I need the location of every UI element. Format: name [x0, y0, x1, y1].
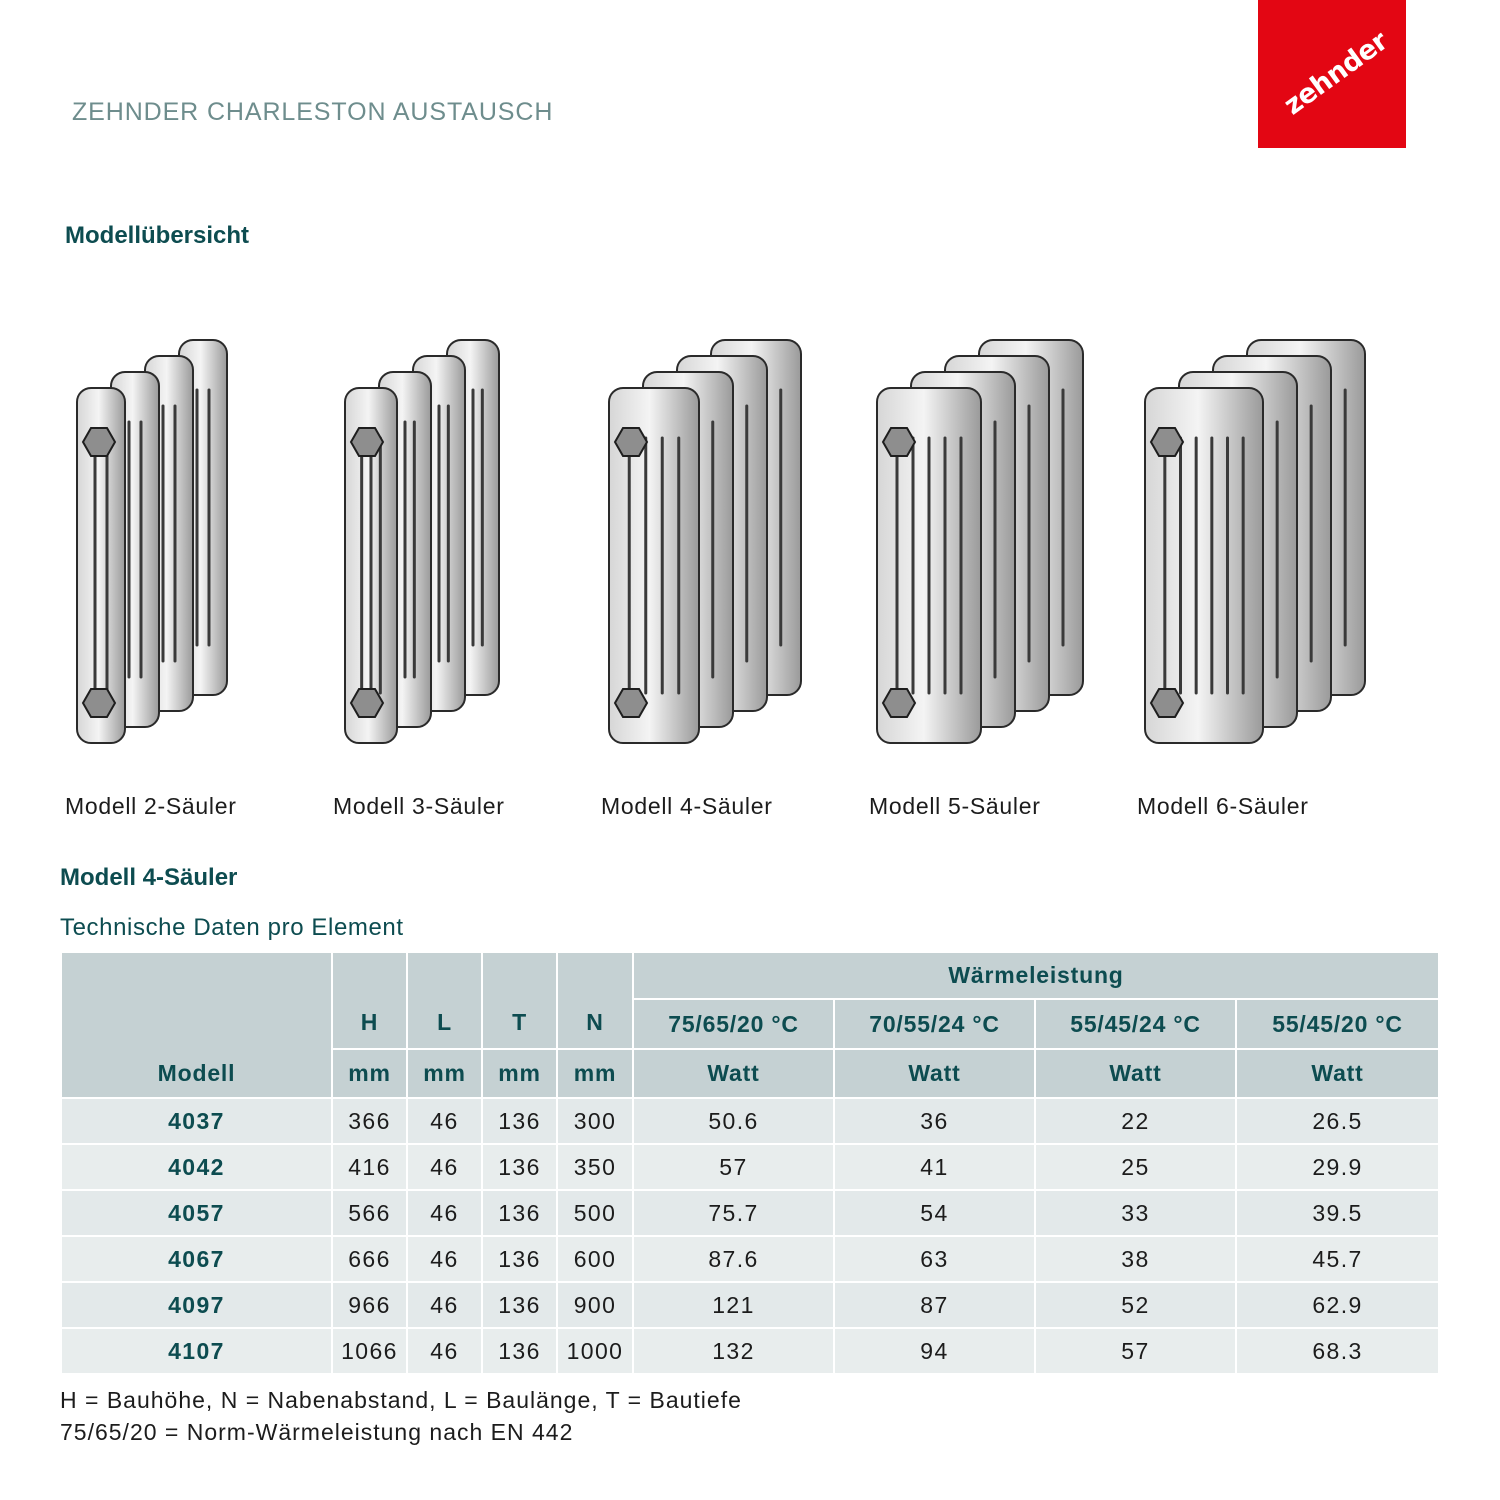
cell-watt-1: 87.6	[633, 1236, 834, 1282]
table-row	[61, 1328, 1439, 1374]
cell-h: 366	[332, 1098, 407, 1144]
cell-n: 350	[557, 1144, 633, 1190]
cell-watt-1: 132	[633, 1328, 834, 1374]
nut-icon	[83, 428, 115, 456]
model-6-column	[1137, 300, 1405, 840]
header-temp-55-45-20: 55/45/20 °C	[1236, 999, 1439, 1049]
header-temp-55-45-24: 55/45/24 °C	[1035, 999, 1236, 1049]
cell-watt-2: 54	[834, 1190, 1035, 1236]
model-label: Modell 3-Säuler	[333, 793, 505, 819]
cell-t: 136	[482, 1328, 557, 1374]
cell-watt-4: 29.9	[1236, 1144, 1439, 1190]
nut-icon	[1151, 689, 1183, 717]
cell-l: 46	[407, 1282, 482, 1328]
header-t: T	[482, 952, 557, 1049]
header-temp-75-65-20: 75/65/20 °C	[633, 999, 834, 1049]
cell-l: 46	[407, 1190, 482, 1236]
cell-n: 600	[557, 1236, 633, 1282]
header-modell: Modell	[61, 952, 332, 1098]
cell-n: 300	[557, 1098, 633, 1144]
radiator-4-column-image	[601, 300, 869, 780]
radiator-5-column-image	[869, 300, 1137, 780]
cell-watt-3: 25	[1035, 1144, 1236, 1190]
nut-icon	[351, 428, 383, 456]
header-unit-mm: mm	[482, 1049, 557, 1098]
spec-table	[60, 951, 1440, 1375]
cell-modell: 4107	[61, 1328, 332, 1374]
table-row	[61, 1236, 1439, 1282]
radiator-2-column-image	[65, 300, 333, 780]
cell-watt-3: 38	[1035, 1236, 1236, 1282]
detail-heading: Modell 4-Säuler	[60, 864, 238, 891]
cell-h: 566	[332, 1190, 407, 1236]
radiator-3-column-image	[333, 300, 601, 780]
cell-t: 136	[482, 1282, 557, 1328]
model-4-column	[601, 300, 869, 840]
model-2-column	[65, 300, 333, 840]
cell-watt-2: 41	[834, 1144, 1035, 1190]
cell-watt-3: 52	[1035, 1282, 1236, 1328]
cell-h: 1066	[332, 1328, 407, 1374]
cell-watt-1: 121	[633, 1282, 834, 1328]
header-l: L	[407, 952, 482, 1049]
cell-watt-4: 26.5	[1236, 1098, 1439, 1144]
cell-modell: 4097	[61, 1282, 332, 1328]
cell-l: 46	[407, 1098, 482, 1144]
logo-text: zehnder	[1278, 25, 1394, 122]
cell-watt-2: 63	[834, 1236, 1035, 1282]
table-row	[61, 1190, 1439, 1236]
cell-watt-3: 57	[1035, 1328, 1236, 1374]
nut-icon	[615, 428, 647, 456]
cell-modell: 4067	[61, 1236, 332, 1282]
cell-watt-1: 57	[633, 1144, 834, 1190]
cell-watt-1: 50.6	[633, 1098, 834, 1144]
cell-modell: 4042	[61, 1144, 332, 1190]
model-5-column	[869, 300, 1137, 840]
cell-watt-4: 39.5	[1236, 1190, 1439, 1236]
cell-watt-4: 62.9	[1236, 1282, 1439, 1328]
cell-n: 900	[557, 1282, 633, 1328]
cell-watt-3: 33	[1035, 1190, 1236, 1236]
nut-icon	[883, 428, 915, 456]
model-3-column	[333, 300, 601, 840]
header-unit-watt: Watt	[1236, 1049, 1439, 1098]
cell-l: 46	[407, 1236, 482, 1282]
model-label: Modell 2-Säuler	[65, 793, 237, 819]
cell-watt-1: 75.7	[633, 1190, 834, 1236]
overview-heading: Modellübersicht	[65, 222, 250, 249]
cell-t: 136	[482, 1236, 557, 1282]
cell-watt-3: 22	[1035, 1098, 1236, 1144]
cell-n: 500	[557, 1190, 633, 1236]
header-h: H	[332, 952, 407, 1049]
cell-watt-4: 45.7	[1236, 1236, 1439, 1282]
cell-l: 46	[407, 1144, 482, 1190]
document-title: ZEHNDER CHARLESTON AUSTAUSCH	[72, 98, 554, 126]
header-unit-mm: mm	[557, 1049, 633, 1098]
cell-h: 966	[332, 1282, 407, 1328]
cell-t: 136	[482, 1098, 557, 1144]
nut-icon	[615, 689, 647, 717]
nut-icon	[883, 689, 915, 717]
nut-icon	[351, 689, 383, 717]
header-n: N	[557, 952, 633, 1049]
header-unit-mm: mm	[407, 1049, 482, 1098]
header-unit-watt: Watt	[633, 1049, 834, 1098]
model-label: Modell 5-Säuler	[869, 793, 1041, 819]
cell-modell: 4037	[61, 1098, 332, 1144]
cell-watt-4: 68.3	[1236, 1328, 1439, 1374]
header-unit-watt: Watt	[834, 1049, 1035, 1098]
table-row	[61, 1282, 1439, 1328]
cell-l: 46	[407, 1328, 482, 1374]
cell-n: 1000	[557, 1328, 633, 1374]
cell-h: 416	[332, 1144, 407, 1190]
cell-t: 136	[482, 1190, 557, 1236]
model-label: Modell 6-Säuler	[1137, 793, 1309, 819]
zehnder-logo	[1258, 0, 1406, 148]
cell-watt-2: 87	[834, 1282, 1035, 1328]
header-temp-70-55-24: 70/55/24 °C	[834, 999, 1035, 1049]
radiator-6-column-image	[1137, 300, 1405, 780]
table-row	[61, 1098, 1439, 1144]
footnote-standard: 75/65/20 = Norm-Wärmeleistung nach EN 442	[60, 1419, 574, 1445]
nut-icon	[83, 689, 115, 717]
model-overview	[0, 300, 1500, 840]
cell-watt-2: 94	[834, 1328, 1035, 1374]
footnote-abbreviations: H = Bauhöhe, N = Nabenabstand, L = Baulänge, T = Bautiefe	[60, 1387, 742, 1413]
cell-modell: 4057	[61, 1190, 332, 1236]
model-label: Modell 4-Säuler	[601, 793, 773, 819]
header-waermeleistung: Wärmeleistung	[633, 952, 1439, 999]
header-unit-mm: mm	[332, 1049, 407, 1098]
table-row	[61, 1144, 1439, 1190]
detail-subtitle: Technische Daten pro Element	[60, 914, 404, 941]
nut-icon	[1151, 428, 1183, 456]
cell-watt-2: 36	[834, 1098, 1035, 1144]
cell-t: 136	[482, 1144, 557, 1190]
cell-h: 666	[332, 1236, 407, 1282]
header-unit-watt: Watt	[1035, 1049, 1236, 1098]
